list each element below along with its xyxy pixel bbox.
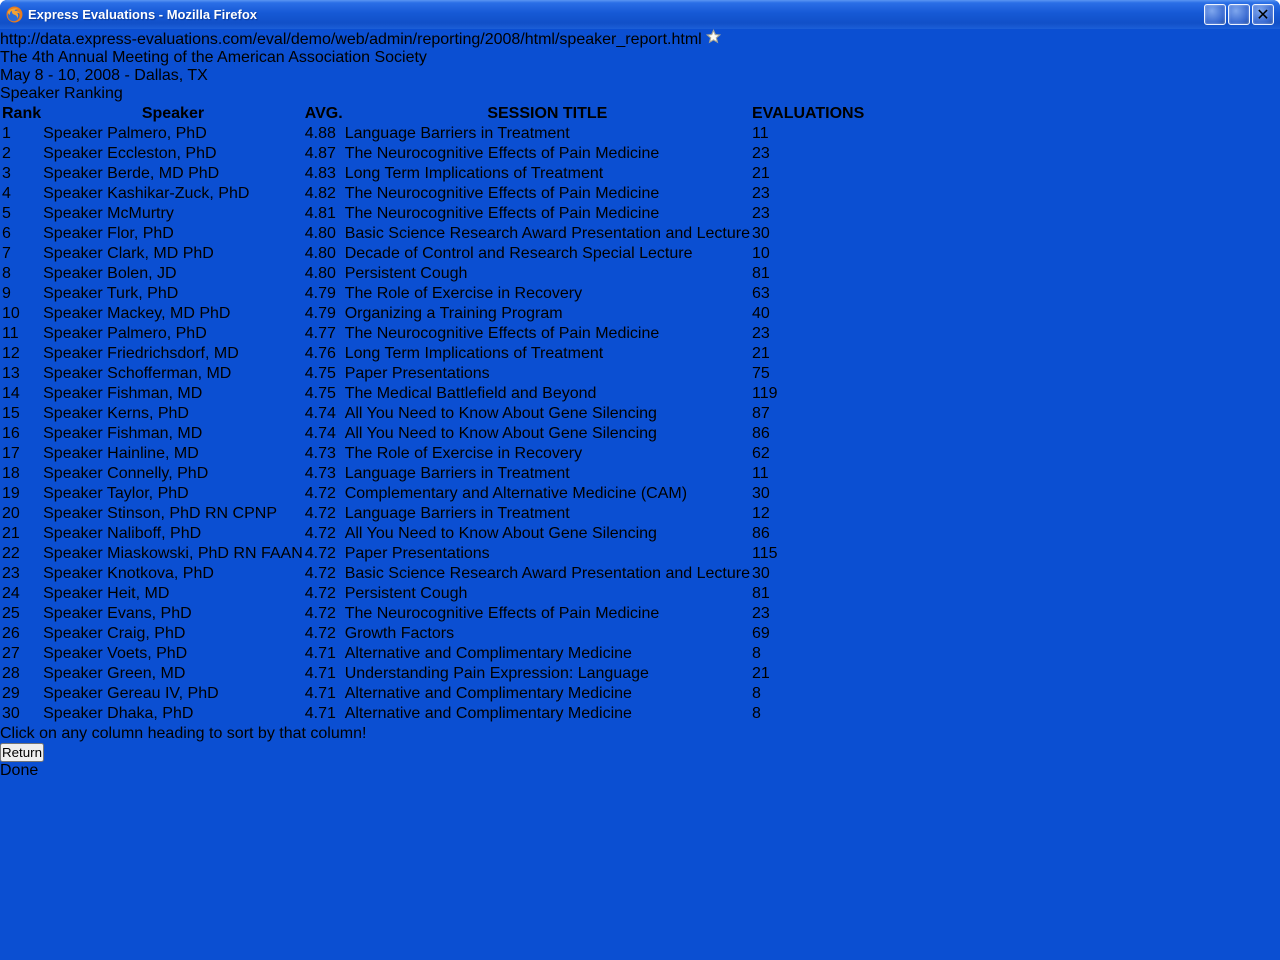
table-row: [2, 325, 864, 343]
table-row: [2, 685, 864, 703]
speaker-cell: Speaker Kashikar-Zuck, PhD: [43, 185, 250, 202]
session-cell: The Neurocognitive Effects of Pain Medicine: [344, 185, 660, 202]
speaker-cell: Speaker Flor, PhD: [43, 225, 174, 242]
table-body: [2, 105, 864, 723]
firefox-icon: [6, 6, 23, 23]
session-cell: Alternative and Complimentary Medicine: [344, 685, 632, 702]
avg-cell: 4.72: [304, 485, 336, 502]
avg-cell: 4.71: [304, 645, 336, 662]
avg-cell: 4.88: [304, 125, 336, 142]
avg-cell: 4.71: [304, 685, 336, 702]
avg-cell: 4.74: [304, 425, 336, 442]
table-frame: [0, 103, 1280, 725]
session-cell: Complementary and Alternative Medicine (CAM): [344, 485, 688, 502]
window-title: Express Evaluations - Mozilla Firefox: [28, 7, 258, 22]
session-cell: Persistent Cough: [344, 265, 468, 282]
speaker-cell: Speaker Taylor, PhD: [43, 485, 189, 502]
evaluations-cell: 10: [751, 245, 770, 262]
evaluations-cell: 30: [751, 485, 770, 502]
rank-cell: 13: [2, 365, 20, 382]
table-row: [2, 145, 864, 163]
report-name: Speaker Ranking: [0, 85, 123, 102]
rank-cell: 8: [2, 265, 11, 282]
avg-cell: 4.76: [304, 345, 336, 362]
avg-cell: 4.73: [304, 445, 336, 462]
table-row: [2, 285, 864, 303]
speaker-cell: Speaker Evans, PhD: [43, 605, 192, 622]
session-cell: All You Need to Know About Gene Silencing: [344, 405, 657, 422]
rank-cell: 28: [2, 665, 20, 682]
rank-cell: 5: [2, 205, 11, 222]
avg-cell: 4.72: [304, 605, 336, 622]
rank-cell: 15: [2, 405, 20, 422]
speaker-cell: Speaker Bolen, JD: [43, 265, 177, 282]
speaker-cell: Speaker Fishman, MD: [43, 385, 203, 402]
address-bar[interactable]: [0, 29, 1280, 49]
rank-cell: 10: [2, 305, 20, 322]
avg-cell: 4.83: [304, 165, 336, 182]
table-row: [2, 125, 864, 143]
session-cell: The Neurocognitive Effects of Pain Medicine: [344, 205, 660, 222]
rank-cell: 23: [2, 565, 20, 582]
speaker-cell: Speaker Connelly, PhD: [43, 465, 209, 482]
speaker-cell: Speaker Craig, PhD: [43, 625, 186, 642]
evaluations-cell: 23: [751, 145, 770, 162]
maximize-button[interactable]: [1228, 4, 1250, 25]
avg-cell: 4.77: [304, 325, 336, 342]
status-text: Done: [0, 762, 39, 779]
avg-cell: 4.75: [304, 385, 336, 402]
evaluations-cell: 62: [751, 445, 770, 462]
session-cell: Growth Factors: [344, 625, 455, 642]
evaluations-cell: 23: [751, 605, 770, 622]
avg-cell: 4.79: [304, 285, 336, 302]
session-cell: All You Need to Know About Gene Silencing: [344, 425, 657, 442]
session-cell: The Medical Battlefield and Beyond: [344, 385, 597, 402]
evaluations-cell: 23: [751, 185, 770, 202]
rank-cell: 26: [2, 625, 20, 642]
table-row: [2, 665, 864, 683]
rank-cell: 21: [2, 525, 20, 542]
session-cell: Language Barriers in Treatment: [344, 465, 570, 482]
rank-cell: 20: [2, 505, 20, 522]
rank-cell: 12: [2, 345, 20, 362]
rank-cell: 29: [2, 685, 20, 702]
close-button[interactable]: [1252, 4, 1274, 25]
session-cell: Paper Presentations: [344, 365, 490, 382]
column-header-rank[interactable]: Rank: [2, 105, 42, 122]
speaker-cell: Speaker Gereau IV, PhD: [43, 685, 219, 702]
rank-cell: 11: [2, 325, 19, 342]
table-pane: [0, 103, 1280, 725]
report-footer: [0, 725, 1280, 762]
session-cell: The Neurocognitive Effects of Pain Medicine: [344, 325, 660, 342]
table-row: [2, 545, 864, 563]
evaluations-cell: 75: [751, 365, 770, 382]
event-date-location: May 8 - 10, 2008 - Dallas, TX: [0, 67, 208, 84]
avg-cell: 4.81: [304, 205, 336, 222]
evaluations-cell: 8: [751, 705, 761, 722]
session-cell: The Neurocognitive Effects of Pain Medicine: [344, 145, 660, 162]
speaker-cell: Speaker Mackey, MD PhD: [43, 305, 231, 322]
session-cell: Language Barriers in Treatment: [344, 505, 570, 522]
rank-cell: 3: [2, 165, 11, 182]
speaker-cell: Speaker McMurtry: [43, 205, 174, 222]
evaluations-cell: 115: [751, 545, 778, 562]
table-row: [2, 165, 864, 183]
session-cell: Long Term Implications of Treatment: [344, 165, 604, 182]
speaker-cell: Speaker Friedrichsdorf, MD: [43, 345, 239, 362]
table-row: [2, 245, 864, 263]
evaluations-cell: 12: [751, 505, 770, 522]
return-button[interactable]: Return: [2, 745, 43, 760]
session-cell: Alternative and Complimentary Medicine: [344, 645, 632, 662]
evaluations-cell: 40: [751, 305, 770, 322]
evaluations-cell: 11: [751, 465, 769, 482]
avg-cell: 4.82: [304, 185, 336, 202]
rank-cell: 25: [2, 605, 20, 622]
speaker-cell: Speaker Voets, PhD: [43, 645, 188, 662]
avg-cell: 4.72: [304, 545, 336, 562]
avg-cell: 4.80: [304, 265, 336, 282]
table-row: [2, 445, 864, 463]
title-bar[interactable]: [0, 0, 1280, 29]
minimize-button[interactable]: [1204, 4, 1226, 25]
avg-cell: 4.72: [304, 505, 336, 522]
speaker-cell: Speaker Knotkova, PhD: [43, 565, 214, 582]
status-bar: [0, 762, 1280, 780]
column-header-speaker[interactable]: Speaker: [141, 105, 205, 122]
speaker-ranking-table: [0, 103, 866, 725]
table-row: [2, 345, 864, 363]
evaluations-cell: 81: [751, 585, 770, 602]
evaluations-cell: 23: [751, 205, 770, 222]
avg-cell: 4.80: [304, 245, 336, 262]
session-cell: The Role of Exercise in Recovery: [344, 285, 583, 302]
rank-cell: 2: [2, 145, 11, 162]
avg-cell: 4.75: [304, 365, 336, 382]
evaluations-cell: 30: [751, 225, 770, 242]
avg-cell: 4.72: [304, 525, 336, 542]
page-content: [0, 49, 1280, 762]
evaluations-cell: 8: [751, 645, 761, 662]
avg-cell: 4.71: [304, 665, 336, 682]
avg-cell: 4.73: [304, 465, 336, 482]
sort-hint-text: Click on any column heading to sort by that column!: [0, 725, 367, 742]
speaker-cell: Speaker Turk, PhD: [43, 285, 179, 302]
table-row: [2, 205, 864, 223]
avg-cell: 4.72: [304, 625, 336, 642]
table-row: [2, 485, 864, 503]
column-header-session[interactable]: SESSION TITLE: [487, 105, 608, 122]
avg-cell: 4.72: [304, 565, 336, 582]
speaker-cell: Speaker Green, MD: [43, 665, 186, 682]
table-row: [2, 505, 864, 523]
evaluations-cell: 69: [751, 625, 770, 642]
table-row: [2, 365, 864, 383]
rank-cell: 19: [2, 485, 20, 502]
table-row: [2, 425, 864, 443]
table-row: [2, 585, 864, 603]
evaluations-cell: 21: [751, 165, 770, 182]
evaluations-cell: 63: [751, 285, 770, 302]
evaluations-cell: 23: [751, 325, 770, 342]
rank-cell: 30: [2, 705, 20, 722]
avg-cell: 4.87: [304, 145, 336, 162]
avg-cell: 4.80: [304, 225, 336, 242]
session-cell: All You Need to Know About Gene Silencing: [344, 525, 657, 542]
rank-cell: 1: [2, 125, 11, 142]
table-row: [2, 405, 864, 423]
navigation-toolbar: [0, 29, 1280, 49]
rank-cell: 24: [2, 585, 20, 602]
speaker-cell: Speaker Palmero, PhD: [43, 125, 207, 142]
table-row: [2, 385, 864, 403]
session-cell: Organizing a Training Program: [344, 305, 563, 322]
session-cell: Basic Science Research Award Presentation and Lecture: [344, 225, 750, 242]
session-cell: Understanding Pain Expression: Language: [344, 665, 649, 682]
session-cell: Language Barriers in Treatment: [344, 125, 570, 142]
session-cell: Alternative and Complimentary Medicine: [344, 705, 632, 722]
speaker-cell: Speaker Hainline, MD: [43, 445, 199, 462]
table-row: [2, 305, 864, 323]
column-header-avg[interactable]: AVG.: [304, 105, 343, 122]
evaluations-cell: 119: [751, 385, 778, 402]
table-row: [2, 625, 864, 643]
speaker-cell: Speaker Dhaka, PhD: [43, 705, 194, 722]
speaker-cell: Speaker Clark, MD PhD: [43, 245, 214, 262]
page-title: The 4th Annual Meeting of the American Association Society: [0, 49, 427, 66]
table-row: [2, 185, 864, 203]
evaluations-cell: 21: [751, 665, 770, 682]
rank-cell: 7: [2, 245, 11, 262]
evaluations-cell: 11: [751, 125, 769, 142]
session-cell: The Role of Exercise in Recovery: [344, 445, 583, 462]
table-header-row: [2, 105, 864, 123]
close-icon: ✕: [1256, 6, 1270, 24]
session-cell: Long Term Implications of Treatment: [344, 345, 604, 362]
table-row: [2, 705, 864, 723]
rank-cell: 14: [2, 385, 20, 402]
evaluations-cell: 8: [751, 685, 761, 702]
avg-cell: 4.72: [304, 585, 336, 602]
speaker-cell: Speaker Stinson, PhD RN CPNP: [43, 505, 277, 522]
table-row: [2, 525, 864, 543]
rank-cell: 17: [2, 445, 20, 462]
rank-cell: 9: [2, 285, 11, 302]
session-cell: Persistent Cough: [344, 585, 468, 602]
speaker-cell: Speaker Palmero, PhD: [43, 325, 207, 342]
rank-cell: 22: [2, 545, 20, 562]
table-row: [2, 225, 864, 243]
speaker-cell: Speaker Fishman, MD: [43, 425, 203, 442]
table-row: [2, 565, 864, 583]
avg-cell: 4.71: [304, 705, 336, 722]
table-row: [2, 265, 864, 283]
report-header: [0, 49, 1280, 103]
session-cell: Basic Science Research Award Presentation and Lecture: [344, 565, 750, 582]
evaluations-cell: 81: [751, 265, 770, 282]
speaker-cell: Speaker Eccleston, PhD: [43, 145, 217, 162]
bookmark-star-icon[interactable]: [706, 31, 721, 48]
evaluations-cell: 86: [751, 525, 770, 542]
rank-cell: 6: [2, 225, 11, 242]
column-header-evaluations[interactable]: EVALUATIONS: [751, 105, 865, 122]
speaker-cell: Speaker Schofferman, MD: [43, 365, 232, 382]
speaker-cell: Speaker Naliboff, PhD: [43, 525, 202, 542]
speaker-cell: Speaker Heit, MD: [43, 585, 170, 602]
url-text[interactable]: http://data.express-evaluations.com/eval/demo/web/admin/reporting/2008/html/speaker_report.html: [0, 31, 702, 48]
rank-cell: 16: [2, 425, 20, 442]
evaluations-cell: 21: [751, 345, 770, 362]
rank-cell: 4: [2, 185, 11, 202]
avg-cell: 4.74: [304, 405, 336, 422]
speaker-cell: Speaker Kerns, PhD: [43, 405, 189, 422]
rank-cell: 18: [2, 465, 20, 482]
rank-cell: 27: [2, 645, 20, 662]
table-row: [2, 465, 864, 483]
session-cell: Decade of Control and Research Special Lecture: [344, 245, 693, 262]
evaluations-cell: 87: [751, 405, 770, 422]
speaker-cell: Speaker Berde, MD PhD: [43, 165, 220, 182]
speaker-cell: Speaker Miaskowski, PhD RN FAAN: [43, 545, 303, 562]
avg-cell: 4.79: [304, 305, 336, 322]
evaluations-cell: 30: [751, 565, 770, 582]
table-row: [2, 645, 864, 663]
evaluations-cell: 86: [751, 425, 770, 442]
table-row: [2, 605, 864, 623]
session-cell: Paper Presentations: [344, 545, 490, 562]
session-cell: The Neurocognitive Effects of Pain Medicine: [344, 605, 660, 622]
